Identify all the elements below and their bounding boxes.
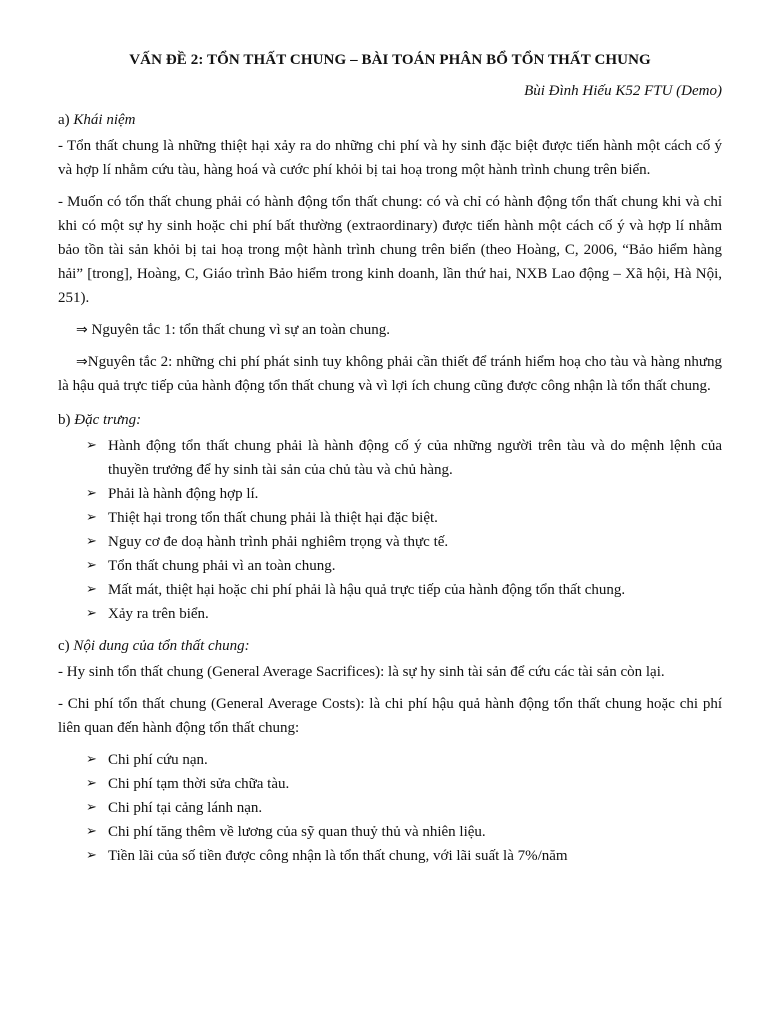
list-item bbox=[86, 820, 722, 844]
arrow-bullet-icon: ➢ bbox=[86, 558, 97, 573]
list-item bbox=[86, 772, 722, 796]
section-a-prefix: a) bbox=[58, 112, 74, 128]
list-item bbox=[86, 748, 722, 772]
arrow-bullet-icon: ➢ bbox=[86, 510, 97, 525]
arrow-bullet-icon: ➢ bbox=[86, 848, 97, 863]
arrow-bullet-icon: ➢ bbox=[86, 776, 97, 791]
list-item-text: Xảy ra trên biển. bbox=[108, 606, 209, 622]
section-b-title: Đặc trưng: bbox=[74, 412, 142, 428]
arrow-bullet-icon: ➢ bbox=[86, 582, 97, 597]
list-item-text: Tiền lãi của số tiền được công nhận là tổn thất chung, với lãi suất là 7%/năm bbox=[108, 848, 568, 864]
section-c-paragraph-1: - Hy sinh tổn thất chung (General Average Sacrifices): là sự hy sinh tài sản để cứu các tài sản còn lại. bbox=[58, 664, 665, 680]
section-c-title: Nội dung của tổn thất chung: bbox=[73, 638, 250, 654]
principle-2 bbox=[58, 350, 722, 398]
arrow-bullet-icon: ➢ bbox=[86, 606, 97, 621]
list-item bbox=[86, 506, 722, 530]
arrow-bullet-icon: ➢ bbox=[86, 486, 97, 501]
list-item-text: Hành động tổn thất chung phải là hành động cố ý của những người trên tàu và do mệnh lệnh của thuyền trưởng để hy sinh tài sản của chủ tàu và chủ hàng. bbox=[108, 438, 722, 478]
section-a-heading bbox=[58, 106, 722, 134]
list-item bbox=[86, 578, 722, 602]
author-line: Bùi Đình Hiếu K52 FTU (Demo) bbox=[524, 83, 722, 99]
document-page bbox=[58, 44, 722, 874]
arrow-bullet-icon: ➢ bbox=[86, 438, 97, 453]
costs-list bbox=[58, 748, 722, 868]
section-b-prefix: b) bbox=[58, 412, 75, 428]
list-item bbox=[86, 434, 722, 482]
section-c-prefix: c) bbox=[58, 638, 74, 654]
list-item-text: Chi phí cứu nạn. bbox=[108, 752, 208, 768]
list-item bbox=[86, 530, 722, 554]
list-item-text: Phải là hành động hợp lí. bbox=[108, 486, 259, 502]
principle-1-text: Nguyên tắc 1: tổn thất chung vì sự an toàn chung. bbox=[87, 322, 390, 338]
document-title: VẤN ĐỀ 2: TỔN THẤT CHUNG – BÀI TOÁN PHÂN BỔ TỔN THẤT CHUNG bbox=[129, 52, 651, 68]
principle-1 bbox=[58, 318, 722, 342]
list-item-text: Chi phí tạm thời sửa chữa tàu. bbox=[108, 776, 290, 792]
section-c-heading bbox=[58, 632, 722, 660]
list-item bbox=[86, 796, 722, 820]
implies-arrow-icon: ⇒ bbox=[76, 354, 88, 370]
arrow-bullet-icon: ➢ bbox=[86, 824, 97, 839]
list-item-text: Chi phí tăng thêm về lương của sỹ quan thuỷ thủ và nhiên liệu. bbox=[108, 824, 486, 840]
list-item-text: Chi phí tại cảng lánh nạn. bbox=[108, 800, 263, 816]
section-a-title: Khái niệm bbox=[73, 112, 136, 128]
list-item-text: Tổn thất chung phải vì an toàn chung. bbox=[108, 558, 336, 574]
arrow-bullet-icon: ➢ bbox=[86, 534, 97, 549]
characteristics-list bbox=[58, 434, 722, 626]
list-item bbox=[86, 482, 722, 506]
list-item bbox=[86, 554, 722, 578]
list-item bbox=[86, 602, 722, 626]
arrow-bullet-icon: ➢ bbox=[86, 752, 97, 767]
section-a-paragraph-2: - Muốn có tổn thất chung phải có hành động tổn thất chung: có và chỉ có hành động tổn thất chung khi và chỉ khi có một sự hy sinh hoặc chi phí bất thường (extraordinary) được tiến hành một cách cố ý và hợp lí nhằm bảo tồn tài sản khỏi bị tai hoạ trong một hành trình chung trên biển (theo Hoàng, C, 2006, “Bảo hiểm hàng hải” [trong], Hoàng, C, Giáo trình Bảo hiểm trong kinh doanh, lần thứ hai, NXB Lao động – Xã hội, Hà Nội, 251). bbox=[58, 194, 722, 306]
list-item-text: Mất mát, thiệt hại hoặc chi phí phải là hậu quả trực tiếp của hành động tổn thất chung. bbox=[108, 582, 626, 598]
section-b-heading bbox=[58, 406, 722, 434]
list-item-text: Thiệt hại trong tổn thất chung phải là thiệt hại đặc biệt. bbox=[108, 510, 438, 526]
list-item-text: Nguy cơ đe doạ hành trình phải nghiêm trọng và thực tế. bbox=[108, 534, 449, 550]
arrow-bullet-icon: ➢ bbox=[86, 800, 97, 815]
section-c-paragraph-2: - Chi phí tổn thất chung (General Average Costs): là chi phí hậu quả hành động tổn thất chung hoặc chi phí liên quan đến hành động tổn thất chung: bbox=[58, 696, 722, 736]
section-a-paragraph-1: - Tổn thất chung là những thiệt hại xảy ra do những chi phí và hy sinh đặc biệt được tiến hành một cách cố ý và hợp lí nhằm cứu tàu, hàng hoá và cước phí khỏi bị tai hoạ trong một hành trình chung trên biển. bbox=[58, 138, 722, 178]
principle-2-text: Nguyên tắc 2: những chi phí phát sinh tuy không phải cần thiết để tránh hiểm hoạ cho tàu và hàng nhưng là hậu quả trực tiếp của hành động tổn thất chung và vì lợi ích chung cũng được công nhận là tổn thất chung. bbox=[58, 354, 722, 394]
implies-arrow-icon: ⇒ bbox=[76, 322, 88, 338]
list-item bbox=[86, 844, 722, 868]
